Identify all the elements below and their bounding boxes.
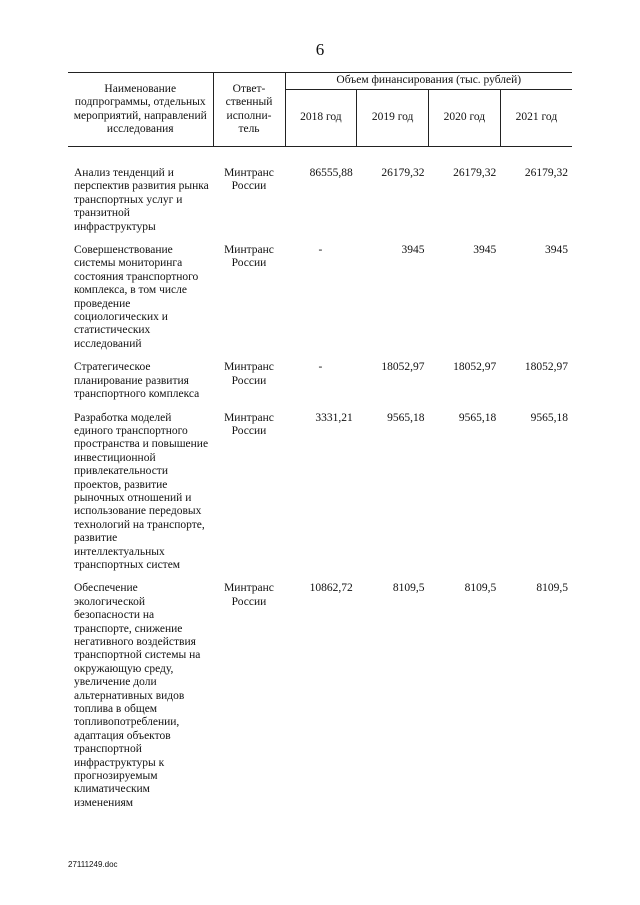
header-financing: Объем финансирования (тыс. рублей) bbox=[285, 73, 572, 90]
header-year-2020: 2020 год bbox=[429, 90, 501, 147]
row-executor: Минтранс России bbox=[224, 411, 274, 437]
document-filename: 27111249.doc bbox=[68, 860, 118, 869]
header-year-2021: 2021 год bbox=[500, 90, 572, 147]
row-executor: Минтранс России bbox=[224, 582, 274, 608]
row-value-2020: 26179,32 bbox=[453, 167, 497, 179]
table-body bbox=[68, 147, 572, 821]
row-executor: Минтранс России bbox=[224, 167, 274, 193]
row-name: Разработка моделей единого транспортного пространства и повышение инвестиционной привлекательности проектов, развитие рыночных отношений и использование передовых технологий на транспорте, развитие интеллектуальных транспортных систем bbox=[74, 411, 209, 571]
table-row bbox=[68, 147, 572, 245]
row-value-2019: 8109,5 bbox=[392, 582, 425, 595]
row-value-2021: 9565,18 bbox=[530, 411, 569, 424]
row-name: Анализ тенденций и перспектив развития рынка транспортных услуг и транзитной инфраструктуры bbox=[74, 167, 209, 233]
table-header bbox=[68, 73, 572, 147]
row-executor: Минтранс России bbox=[224, 361, 274, 387]
financing-table bbox=[68, 72, 572, 820]
row-name: Совершенствование системы мониторинга состояния транспортного комплекса, в том числе проведение социологических и статистических исследований bbox=[74, 244, 199, 350]
row-value-2020: 9565,18 bbox=[458, 411, 497, 424]
header-year-2019: 2019 год bbox=[357, 90, 429, 147]
page-number: 6 bbox=[315, 40, 325, 59]
row-value-2018: 3331,21 bbox=[315, 411, 353, 424]
row-executor: Минтранс России bbox=[224, 244, 274, 270]
financing-table-container bbox=[68, 72, 572, 820]
row-value-2021: 18052,97 bbox=[524, 361, 569, 374]
row-value-2019: 3945 bbox=[401, 244, 425, 257]
table-row bbox=[68, 244, 572, 361]
header-name: Наименование подпрограммы, отдельных мероприятий, направлений исследования bbox=[68, 73, 213, 147]
row-value-2021: 26179,32 bbox=[524, 167, 569, 179]
row-name: Обеспечение экологической безопасности на транспорте, снижение негативного воздействия транспортной системы на окружающую среду, увеличение доли альтернативных видов топлива в общем топливопотреблении, адаптация объектов транспортной инфраструктуры к прогнозируемым климатическим изменениям bbox=[74, 582, 201, 809]
header-year-2018: 2018 год bbox=[285, 90, 357, 147]
row-value-2019: 18052,97 bbox=[381, 361, 425, 374]
row-value-2018: - bbox=[318, 361, 323, 374]
row-value-2018: 10862,72 bbox=[309, 582, 353, 595]
row-name: Стратегическое планирование развития транспортного комплекса bbox=[74, 361, 200, 401]
table-row bbox=[68, 582, 572, 820]
row-value-2021: 3945 bbox=[545, 244, 569, 257]
row-value-2020: 3945 bbox=[473, 244, 497, 257]
row-value-2020: 8109,5 bbox=[464, 582, 497, 595]
row-value-2018: - bbox=[318, 244, 323, 257]
row-value-2019: 26179,32 bbox=[381, 167, 425, 179]
table-row bbox=[68, 412, 572, 583]
row-value-2021: 8109,5 bbox=[536, 582, 569, 595]
table-row bbox=[68, 361, 572, 411]
header-executor-text: Ответ-ственный исполни-тель bbox=[225, 82, 273, 135]
header-executor bbox=[213, 73, 285, 147]
row-value-2019: 9565,18 bbox=[387, 411, 425, 424]
row-value-2018: 86555,88 bbox=[309, 167, 353, 179]
row-value-2020: 18052,97 bbox=[453, 361, 497, 374]
